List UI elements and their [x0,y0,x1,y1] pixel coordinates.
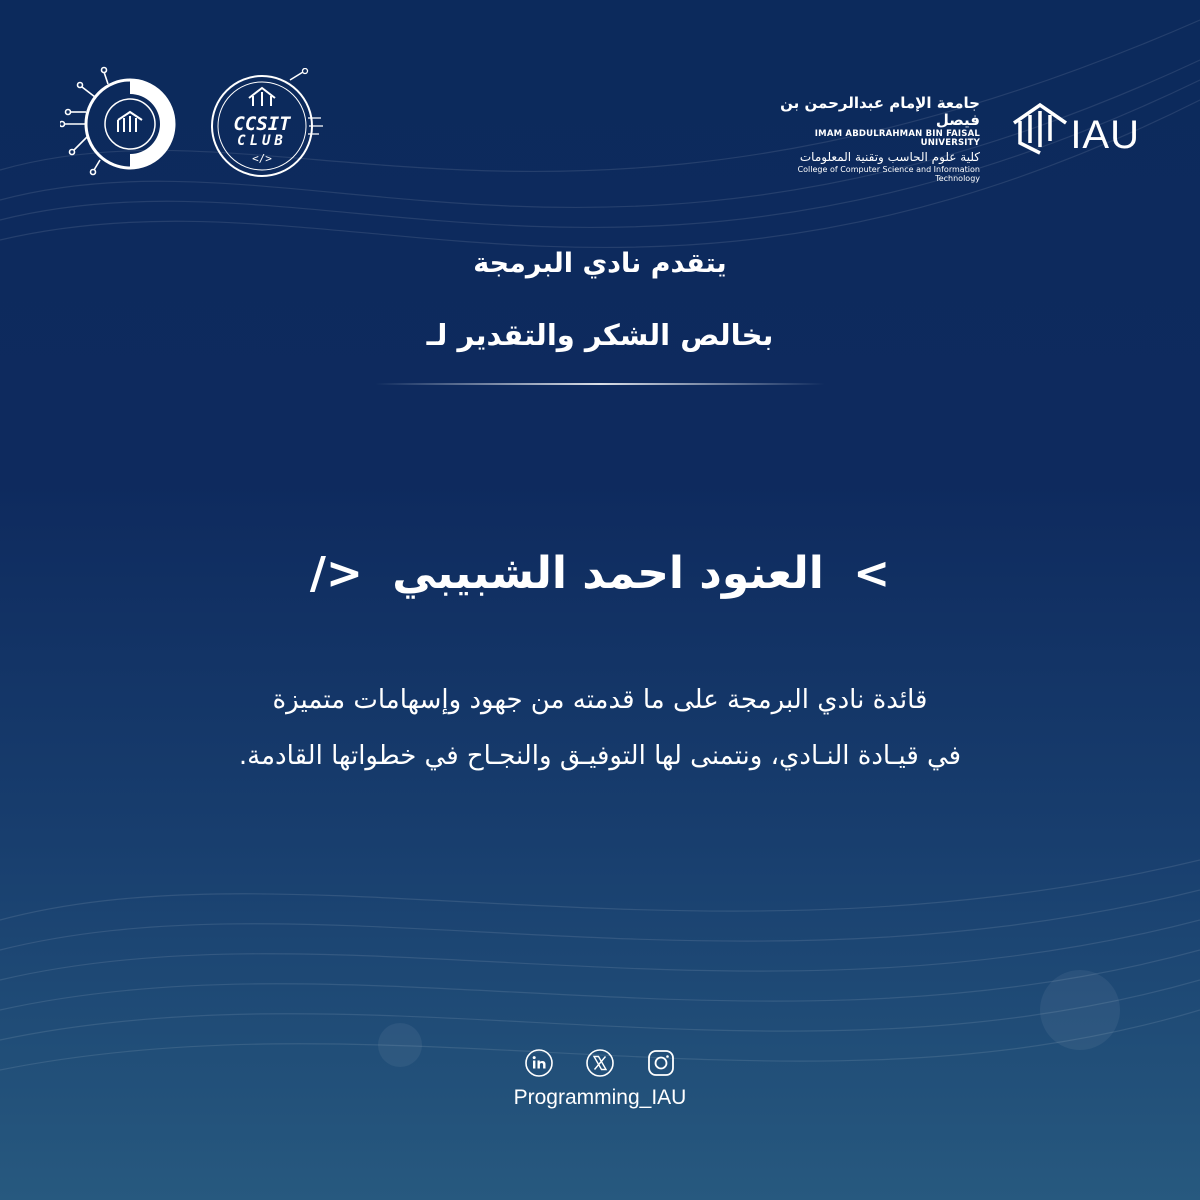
club-name-line2: CLUB [237,133,287,149]
message-line-2: في قيـادة النـادي، ونتمنى لها التوفيـق والنجـاح في خطواتها القادمة. [238,741,962,771]
close-tag-symbol: /> [309,547,363,599]
social-handle[interactable]: Programming_IAU [513,1086,687,1109]
iau-wordmark: IAU [1070,113,1140,157]
divider-line [375,383,825,385]
honoree-block [0,545,1200,599]
university-name-ar: جامعة الإمام عبدالرحمن بن فيصل [780,94,980,130]
university-name-en: IMAM ABDULRAHMAN BIN FAISAL UNIVERSITY [814,128,980,149]
club-code-symbol: </> [252,152,272,165]
ccsit-club-logo [205,68,325,192]
message-line-1: قائدة نادي البرمجة على ما قدمته من جهود وإسهامات متميزة [272,685,928,715]
honoree-name: العنود احمد الشبيبي [392,547,824,599]
college-name-en: College of Computer Science and Information Technology [797,164,980,184]
linkedin-icon[interactable] [524,1048,554,1078]
x-icon[interactable] [585,1048,615,1078]
club-name-line1: CCSIT [233,113,291,135]
intro-line-1: يتقدم نادي البرمجة [473,248,727,279]
social-links [0,1048,1200,1078]
iau-emblem-icon [1010,97,1070,157]
intro-line-2: بخالص الشكر والتقدير لـ [426,318,774,352]
instagram-icon[interactable] [646,1048,676,1078]
university-header [780,94,1140,184]
university-text [780,95,980,183]
appreciation-message [130,672,1070,784]
open-tag-symbol: < [853,547,891,599]
college-name-ar: كلية علوم الحاسب وتقنية المعلومات [799,150,980,165]
